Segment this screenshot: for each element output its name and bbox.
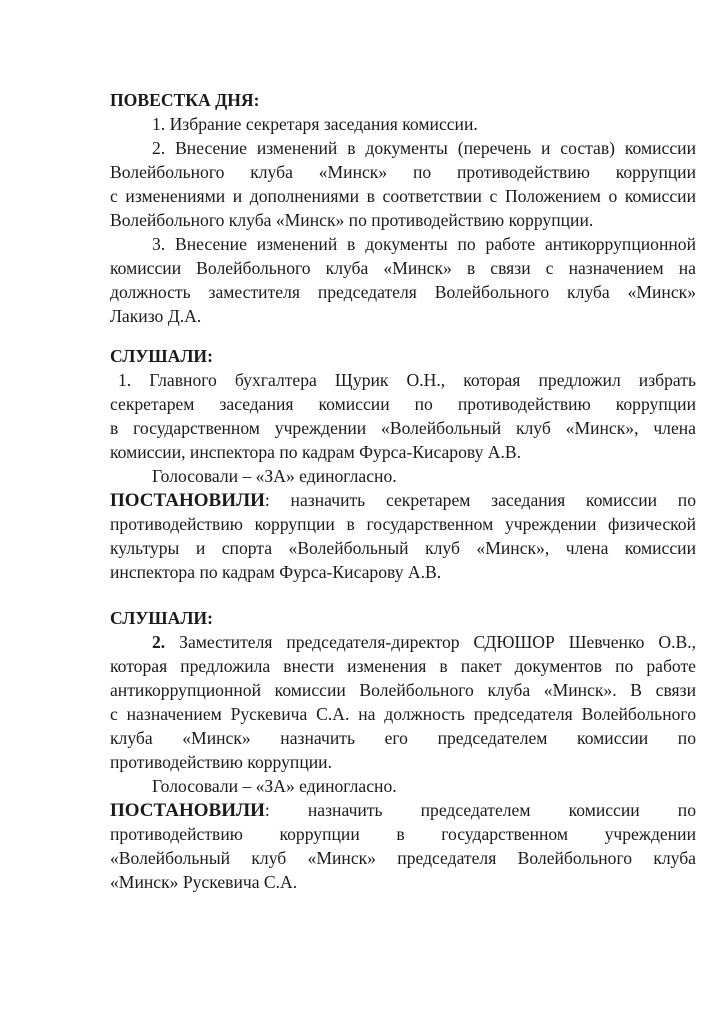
resolved-1-line: противодействию коррупции в государственном учреждении физической	[110, 514, 696, 534]
agenda-heading: ПОВЕСТКА ДНЯ:	[110, 90, 260, 110]
agenda-item-3-line: 3. Внесение изменений в документы по работе антикоррупционной	[152, 234, 696, 254]
resolved-1-line: культуры и спорта «Волейбольный клуб «Минск», члена комиссии	[110, 538, 696, 558]
heard-2-line: с назначением Рускевича С.А. на должность председателя Волейбольного	[110, 704, 696, 724]
heard-2-first-line	[152, 630, 696, 654]
resolved-2-first-line	[110, 798, 696, 822]
resolved-1-line: инспектора по кадрам Фурса-Кисарову А.В.	[110, 562, 442, 582]
heard-2-line: противодействию коррупции.	[110, 752, 332, 772]
heard-1-line: комиссии, инспектора по кадрам Фурса-Кисарову А.В.	[110, 442, 522, 462]
heard-1-line: 1. Главного бухгалтера Щурик О.Н., которая предложил избрать	[118, 370, 696, 390]
heard-2-number: 2.	[152, 632, 166, 652]
heard-heading-2: СЛУШАЛИ:	[110, 608, 213, 628]
agenda-item-3-line: комиссии Волейбольного клуба «Минск» в связи с назначением на	[110, 258, 696, 278]
agenda-item-2-line: Волейбольного клуба «Минск» по противодействию коррупции	[110, 162, 696, 182]
agenda-item-2-line: с изменениями и дополнениями в соответствии с Положением о комиссии	[110, 186, 696, 206]
resolved-2-line: «Волейбольный клуб «Минск» председателя Волейбольного клуба	[110, 848, 696, 868]
agenda-item-3-line: Лакизо Д.А.	[110, 306, 202, 326]
resolved-2-text: : назначить председателем комиссии по	[264, 800, 696, 820]
agenda-item-2-line: Волейбольного клуба «Минск» по противодействию коррупции.	[110, 210, 594, 230]
agenda-item-2-line: 2. Внесение изменений в документы (перечень и состав) комиссии	[152, 138, 696, 158]
resolved-2-line: противодействию коррупции в государственном учреждении	[110, 824, 696, 844]
agenda-item-3-line: должность заместителя председателя Волейбольного клуба «Минск»	[110, 282, 696, 302]
heard-2-line: клуба «Минск» назначить его председателем комиссии по	[110, 728, 696, 748]
heard-2-line: которая предложила внести изменения в пакет документов по работе	[110, 656, 696, 676]
agenda-item-1: 1. Избрание секретаря заседания комиссии.	[152, 114, 478, 134]
heard-1-line: в государственном учреждении «Волейбольный клуб «Минск», члена	[110, 418, 696, 438]
heard-2-line: антикоррупционной комиссии Волейбольного клуба «Минск». В связи	[110, 680, 696, 700]
resolved-1-text: : назначить секретарем заседания комиссии по	[264, 490, 696, 510]
resolved-label-1: ПОСТАНОВИЛИ	[110, 490, 265, 511]
resolved-1-first-line	[110, 488, 696, 512]
heard-heading-1: СЛУШАЛИ:	[110, 346, 213, 366]
heard-2-text: Заместителя председателя-директор СДЮШОР Шевченко О.В.,	[165, 632, 696, 652]
vote-result-1: Голосовали – «ЗА» единогласно.	[152, 466, 397, 486]
heard-1-line: секретарем заседания комиссии по противодействию коррупции	[110, 394, 696, 414]
vote-result-2: Голосовали – «ЗА» единогласно.	[152, 776, 397, 796]
resolved-label-2: ПОСТАНОВИЛИ	[110, 800, 265, 821]
resolved-2-line: «Минск» Рускевича С.А.	[110, 872, 298, 892]
